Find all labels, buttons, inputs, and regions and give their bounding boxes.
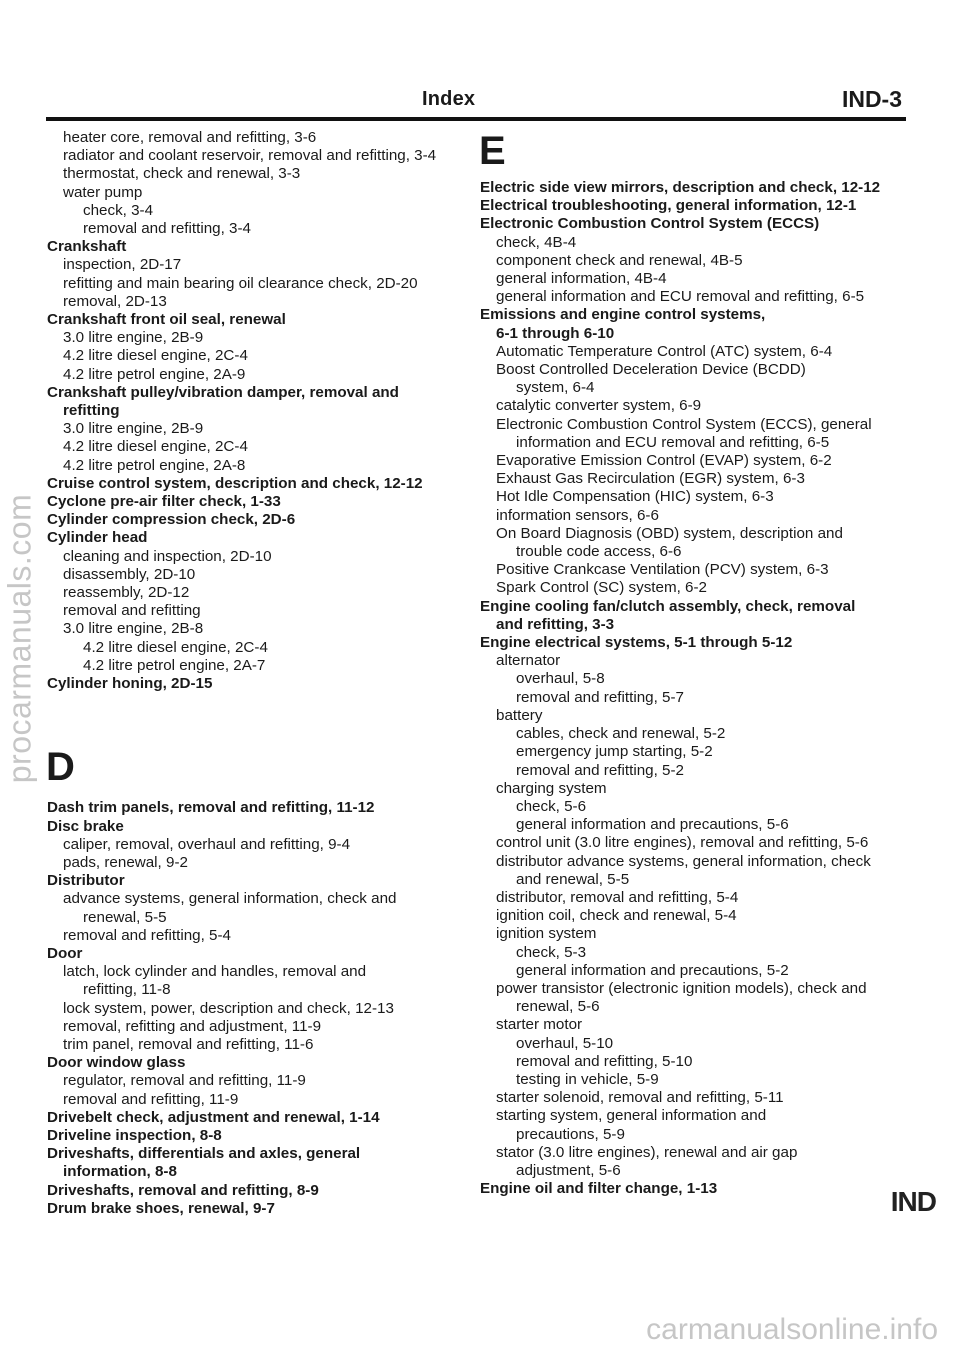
index-subentry: disassembly, 2D-10	[63, 565, 196, 583]
index-subentry: On Board Diagnosis (OBD) system, description and	[496, 524, 843, 542]
index-heading: Door	[47, 944, 83, 962]
index-subentry: 3.0 litre engine, 2B-9	[63, 420, 204, 438]
index-subentry: control unit (3.0 litre engines), removal and refitting, 5-6	[496, 834, 869, 852]
index-heading: Drivebelt check, adjustment and renewal, 1-14	[47, 1108, 380, 1126]
index-subentry: general information and ECU removal and refitting, 6-5	[496, 288, 865, 306]
index-subentry: refitting, 11-8	[83, 981, 171, 999]
index-subentry: renewal, 5-6	[516, 998, 600, 1016]
index-subentry: reassembly, 2D-12	[63, 584, 190, 602]
index-subentry: removal, 2D-13	[63, 292, 167, 310]
index-subentry: starter solenoid, removal and refitting, 5-11	[496, 1089, 784, 1107]
index-heading: Cylinder head	[47, 529, 148, 547]
section-letter-e: E	[479, 129, 506, 173]
index-subentry: caliper, removal, overhaul and refitting, 9-4	[63, 835, 351, 853]
index-subentry: starter motor	[496, 1016, 583, 1034]
index-heading: Cyclone pre-air filter check, 1-33	[47, 493, 281, 511]
index-subentry: information, 8-8	[63, 1163, 177, 1181]
index-subentry: ignition system	[496, 925, 597, 943]
index-column-right	[480, 129, 900, 1198]
index-heading: Driveshafts, removal and refitting, 8-9	[47, 1181, 319, 1199]
index-subentry: overhaul, 5-10	[516, 1034, 614, 1052]
spacer	[47, 693, 467, 747]
index-subentry: Evaporative Emission Control (EVAP) system, 6-2	[496, 452, 832, 470]
section-letter-d: D	[46, 745, 75, 790]
index-subentry: 4.2 litre diesel engine, 2C-4	[83, 638, 268, 656]
index-heading: Disc brake	[47, 817, 124, 835]
index-subentry: information sensors, 6-6	[496, 506, 659, 524]
index-subentry: 4.2 litre petrol engine, 2A-8	[63, 456, 246, 474]
index-subentry: check, 4B-4	[496, 233, 577, 251]
index-subentry: system, 6-4	[516, 379, 595, 397]
index-subentry: removal and refitting, 3-4	[83, 220, 251, 238]
index-subentry: refitting and main bearing oil clearance check, 2D-20	[63, 274, 418, 292]
index-subentry: 4.2 litre petrol engine, 2A-7	[83, 656, 266, 674]
index-heading: Crankshaft front oil seal, renewal	[47, 311, 286, 329]
index-subentry: removal and refitting, 5-7	[516, 688, 684, 706]
index-subentry: starting system, general information and	[496, 1107, 767, 1125]
index-subentry: Spark Control (SC) system, 6-2	[496, 579, 707, 597]
header-title: Index	[422, 88, 476, 110]
index-subentry: check, 3-4	[83, 201, 154, 219]
index-subentry: inspection, 2D-17	[63, 256, 182, 274]
index-subentry: emergency jump starting, 5-2	[516, 743, 713, 761]
index-subentry: removal and refitting, 11-9	[63, 1090, 239, 1108]
index-subentry: water pump	[63, 183, 143, 201]
index-heading: Cylinder honing, 2D-15	[47, 675, 213, 693]
index-subentry: removal and refitting, 5-10	[516, 1052, 693, 1070]
index-subentry: cleaning and inspection, 2D-10	[63, 547, 272, 565]
index-subentry: component check and renewal, 4B-5	[496, 251, 743, 269]
index-heading: Distributor	[47, 872, 125, 890]
index-subentry: removal, refitting and adjustment, 11-9	[63, 1017, 322, 1035]
index-heading: Crankshaft pulley/vibration damper, removal and	[47, 383, 399, 401]
index-subentry: and refitting, 3-3	[496, 615, 615, 633]
index-subentry: pads, renewal, 9-2	[63, 853, 188, 871]
index-subentry: check, 5-3	[516, 943, 587, 961]
header-page-number: IND-3	[841, 86, 902, 112]
section-tab: IND	[890, 1186, 936, 1217]
index-subentry: general information and precautions, 5-6	[516, 816, 789, 834]
index-subentry: radiator and coolant reservoir, removal and refitting, 3-4	[63, 147, 437, 165]
index-heading: Dash trim panels, removal and refitting, 11-12	[47, 799, 375, 817]
index-heading: Cylinder compression check, 2D-6	[47, 511, 296, 529]
index-subentry: precautions, 5-9	[516, 1125, 625, 1143]
index-subentry: 4.2 litre diesel engine, 2C-4	[63, 438, 248, 456]
index-subentry: testing in vehicle, 5-9	[516, 1070, 659, 1088]
side-watermark: procarmanuals.com	[1, 493, 38, 784]
index-subentry: 4.2 litre petrol engine, 2A-9	[63, 365, 246, 383]
index-subentry: power transistor (electronic ignition models), check and	[496, 979, 867, 997]
index-subentry: removal and refitting, 5-2	[516, 761, 684, 779]
page-header	[0, 0, 960, 130]
index-subentry: general information and precautions, 5-2	[516, 961, 789, 979]
index-subentry: 3.0 litre engine, 2B-8	[63, 620, 204, 638]
index-heading: Electronic Combustion Control System (ECCS)	[480, 215, 820, 233]
index-subentry: removal and refitting, 5-4	[63, 926, 231, 944]
index-subentry: distributor, removal and refitting, 5-4	[496, 888, 739, 906]
index-subentry: information and ECU removal and refitting, 6-5	[516, 433, 830, 451]
index-subentry: cables, check and renewal, 5-2	[516, 725, 726, 743]
index-subentry: 6-1 through 6-10	[496, 324, 615, 342]
index-subentry: removal and refitting	[63, 602, 201, 620]
index-subentry: renewal, 5-5	[83, 908, 167, 926]
index-heading: Electric side view mirrors, description and check, 12-12	[480, 179, 881, 196]
index-subentry: thermostat, check and renewal, 3-3	[63, 165, 301, 183]
index-subentry: check, 5-6	[516, 797, 587, 815]
index-heading: Emissions and engine control systems,	[480, 306, 766, 324]
index-subentry: catalytic converter system, 6-9	[496, 397, 702, 415]
index-subentry: adjustment, 5-6	[516, 1161, 621, 1179]
index-subentry: regulator, removal and refitting, 11-9	[63, 1072, 306, 1090]
index-subentry: ignition coil, check and renewal, 5-4	[496, 907, 737, 925]
index-subentry: general information, 4B-4	[496, 270, 667, 288]
index-subentry: heater core, removal and refitting, 3-6	[63, 129, 317, 146]
index-heading: Driveline inspection, 8-8	[47, 1126, 222, 1144]
index-subentry: charging system	[496, 779, 607, 797]
index-heading: Cruise control system, description and check, 12-12	[47, 474, 423, 492]
index-subentry: battery	[496, 706, 543, 724]
header-rule	[46, 117, 906, 121]
index-heading: Engine oil and filter change, 1-13	[480, 1180, 718, 1198]
index-subentry: distributor advance systems, general information, check	[496, 852, 871, 870]
index-subentry: latch, lock cylinder and handles, removal and	[63, 963, 367, 981]
index-subentry: alternator	[496, 652, 561, 670]
index-subentry: overhaul, 5-8	[516, 670, 605, 688]
index-subentry: trim panel, removal and refitting, 11-6	[63, 1035, 314, 1053]
index-subentry: and renewal, 5-5	[516, 870, 630, 888]
index-subentry: Automatic Temperature Control (ATC) system, 6-4	[496, 342, 833, 360]
bottom-watermark: carmanualsonline.info	[646, 1313, 938, 1346]
index-heading: Crankshaft	[47, 238, 127, 256]
index-subentry: Exhaust Gas Recirculation (EGR) system, 6-3	[496, 470, 805, 488]
index-subentry: trouble code access, 6-6	[516, 543, 682, 561]
index-subentry: Positive Crankcase Ventilation (PCV) system, 6-3	[496, 561, 829, 579]
index-subentry: 4.2 litre diesel engine, 2C-4	[63, 347, 248, 365]
index-heading: Engine cooling fan/clutch assembly, check, removal	[480, 597, 856, 615]
index-subentry: advance systems, general information, check and	[63, 890, 397, 908]
index-subentry: Hot Idle Compensation (HIC) system, 6-3	[496, 488, 774, 506]
index-subentry: 3.0 litre engine, 2B-9	[63, 329, 204, 347]
index-heading: Engine electrical systems, 5-1 through 5-12	[480, 634, 793, 652]
index-subentry: stator (3.0 litre engines), renewal and air gap	[496, 1143, 798, 1161]
index-subentry: lock system, power, description and check, 12-13	[63, 999, 394, 1017]
index-heading: Drum brake shoes, renewal, 9-7	[47, 1199, 275, 1217]
index-heading: Electrical troubleshooting, general information, 12-1	[480, 197, 857, 215]
index-column-left	[47, 129, 467, 1218]
index-subentry: refitting	[63, 402, 120, 420]
index-subentry: Electronic Combustion Control System (ECCS), general	[496, 415, 872, 433]
index-subentry: Boost Controlled Deceleration Device (BCDD)	[496, 361, 806, 379]
index-heading: Driveshafts, differentials and axles, general	[47, 1145, 361, 1163]
index-heading: Door window glass	[47, 1054, 186, 1072]
